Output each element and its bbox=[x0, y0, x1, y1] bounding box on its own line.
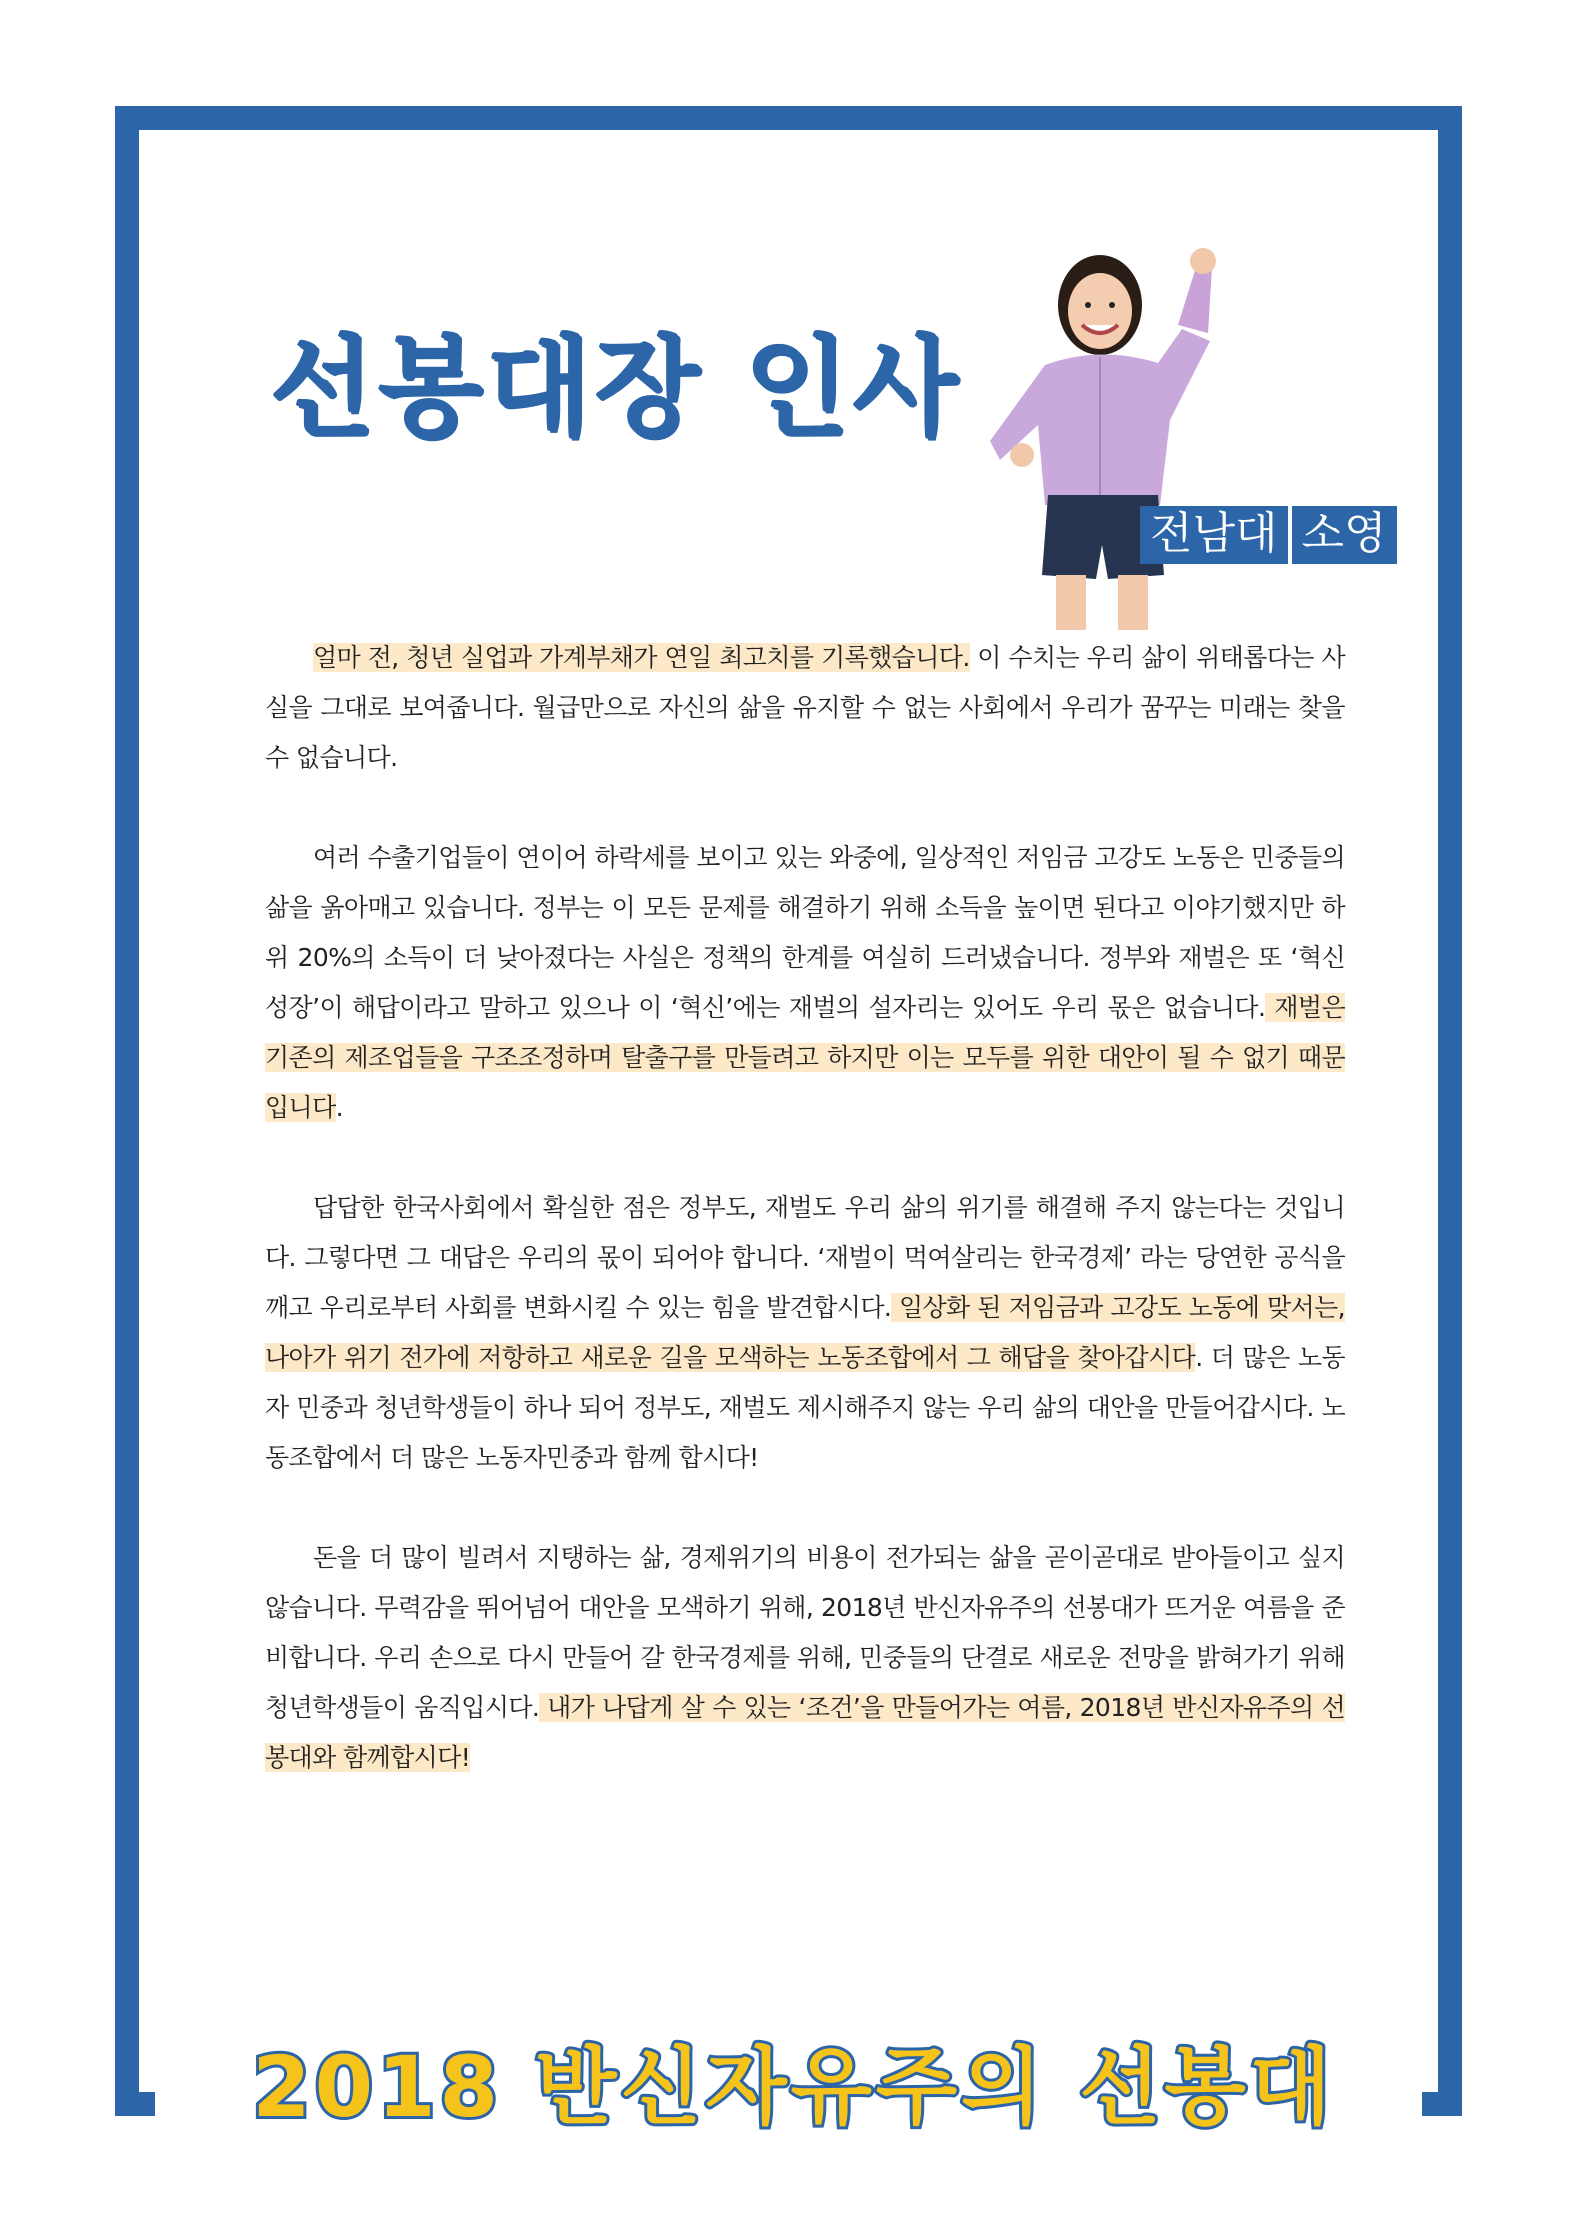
paragraph bbox=[265, 833, 1345, 1133]
paragraph-text: 이 수치는 우리 삶이 위태롭다는 사실을 그대로 보여줍니다. 월급만으로 자신의 삶을 유지할 수 없는 사회에서 우리가 꿈꾸는 미래는 찾을 수 없습니다. bbox=[265, 643, 1345, 772]
highlighted-text: 얼마 전, 청년 실업과 가계부채가 연일 최고치를 기록했습니다. bbox=[313, 643, 970, 672]
person-name: 소영 bbox=[1292, 506, 1397, 564]
paragraph-text: . bbox=[335, 1093, 344, 1122]
paragraph-text: . 더 많은 노동자 민중과 청년학생들이 하나 되어 정부도, 재벌도 제시해주지 않는 우리 삶의 대안을 만들어갑시다. 노동조합에서 더 많은 노동자민중과 함께 합시다! bbox=[265, 1343, 1345, 1472]
school-name: 전남대 bbox=[1140, 506, 1288, 564]
highlighted-text: 내가 나답게 살 수 있는 ‘조건’을 만들어가는 여름, 2018년 반신자유주의 선봉대와 함께합시다! bbox=[265, 1693, 1345, 1772]
highlighted-text: 재벌은 기존의 제조업들을 구조조정하며 탈출구를 만들려고 하지만 이는 모두를 위한 대안이 될 수 없기 때문입니다 bbox=[265, 993, 1345, 1122]
paragraph bbox=[265, 1533, 1345, 1783]
paragraph bbox=[265, 1183, 1345, 1483]
name-tag bbox=[1140, 506, 1397, 564]
paragraph-text: 돈을 더 많이 빌려서 지탱하는 삶, 경제위기의 비용이 전가되는 삶을 곧이곧대로 받아들이고 싶지 않습니다. 무력감을 뛰어넘어 대안을 모색하기 위해, 2018년 반신자유주의 선봉대가 뜨거운 여름을 준비합니다. 우리 손으로 다시 만들어 갈 한국경제를 위해, 민중들의 단결로 새로운 전망을 밝혀가기 위해 청년학생들이 움직입시다. bbox=[265, 1543, 1345, 1722]
person-photo bbox=[960, 245, 1260, 630]
paragraph bbox=[265, 633, 1345, 783]
greeting-body bbox=[265, 633, 1345, 1833]
footer-banner: 2018 반신자유주의 선봉대 bbox=[252, 2038, 1335, 2136]
paragraph-text: 여러 수출기업들이 연이어 하락세를 보이고 있는 와중에, 일상적인 저임금 고강도 노동은 민중들의 삶을 옭아매고 있습니다. 정부는 이 모든 문제를 해결하기 위해 소득을 높이면 된다고 이야기했지만 하위 20%의 소득이 더 낮아졌다는 사실은 정책의 한계를 여실히 드러냈습니다. 정부와 재벌은 또 ‘혁신성장’이 해답이라고 말하고 있으나 이 ‘혁신’에는 재벌의 설자리는 있어도 우리 몫은 없습니다. bbox=[265, 843, 1345, 1022]
page-title: 선봉대장 인사 bbox=[270, 326, 962, 451]
paragraph-text: 답답한 한국사회에서 확실한 점은 정부도, 재벌도 우리 삶의 위기를 해결해 주지 않는다는 것입니다. 그렇다면 그 대답은 우리의 몫이 되어야 합니다. ‘재벌이 먹여살리는 한국경제’ 라는 당연한 공식을 깨고 우리로부터 사회를 변화시킬 수 있는 힘을 발견합시다. bbox=[265, 1193, 1345, 1322]
highlighted-text: 일상화 된 저임금과 고강도 노동에 맞서는, 나아가 위기 전가에 저항하고 새로운 길을 모색하는 노동조합에서 그 해답을 찾아갑시다 bbox=[265, 1293, 1345, 1372]
